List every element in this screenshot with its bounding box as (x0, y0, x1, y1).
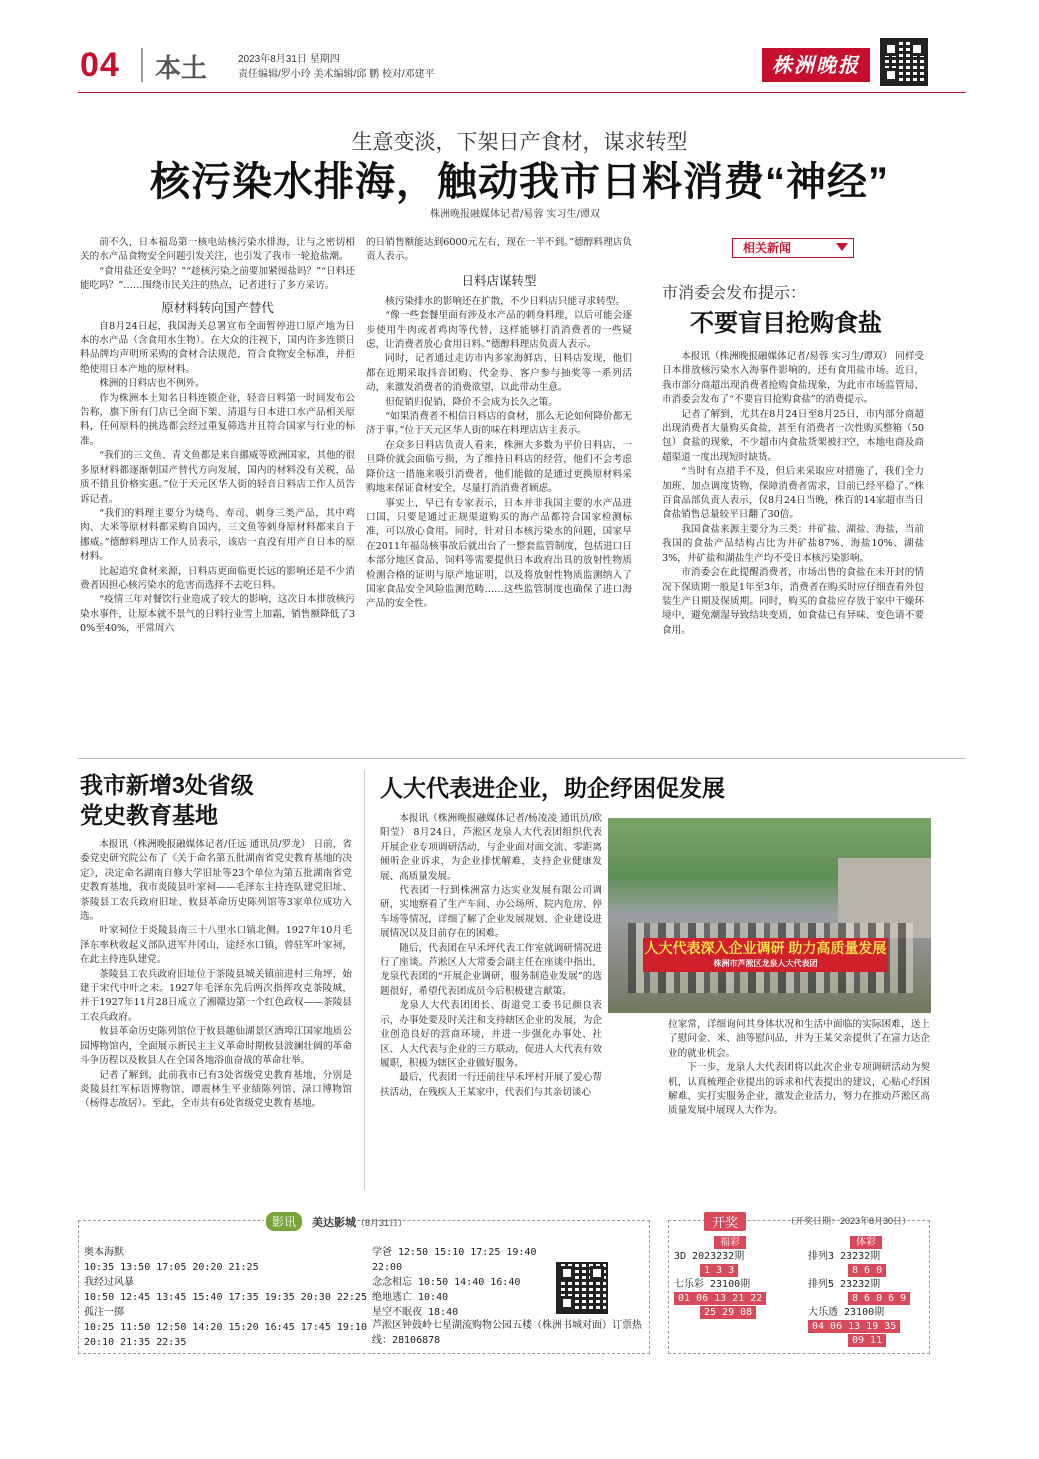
paragraph: 前不久，日本福岛第一核电站核污染水排海，让与之密切相关的水产品食物安全问题引发关注，也引发了我市一轮抢盐潮。 (80, 237, 355, 263)
paragraph: “我们的三文鱼、青文鱼都是来自挪威等欧洲国家，其他的很多原材料都逐渐朝国产替代方向发展，国内的材料没有关税，品质不错且价格实惠。”位于天元区华人街的轻音日料店工作人员告诉记者。 (80, 450, 355, 505)
movie-title: 我经过风暴 (84, 1277, 134, 1288)
lead-subhead-1: 原材料转向国产替代 (161, 300, 274, 315)
newspaper-logo: 株洲晚报 (762, 48, 870, 82)
story3-photo (608, 818, 931, 1013)
sports-label: 体彩 (850, 1236, 882, 1249)
lead-column-2 (366, 236, 632, 612)
column-divider (364, 770, 365, 1190)
cinema-date: （8月31日） (356, 1218, 408, 1228)
header-divider (141, 48, 143, 82)
story3-body-left (380, 812, 602, 1100)
lotto-numbers: 04 06 13 19 35 (808, 1320, 900, 1333)
paragraph: 比起追究食材来源，日料店更面临更长远的影响还是不少消费者因担心核污染水的危害而选择不去吃日料。 (80, 565, 355, 591)
story3-body-right (668, 1018, 930, 1119)
cinema-name (312, 1214, 407, 1230)
chevron-down-icon (836, 243, 848, 251)
movie-entry: 念念相忘 10:50 14:40 16:40 (372, 1277, 521, 1288)
lead-column-1 (80, 236, 355, 637)
paragraph: 本报讯（株洲晚报融媒体记者/任远 通讯员/罗龙） 日前，省委党史研究院公布了《关于命名第五批湖南省党史教育基地的决定》，决定命名湖南自修大学旧址等23个单位为第五批湖南省党史教育基地，我市炎陵县叶家祠——毛泽东主持连队建党旧址、茶陵县工农兵政府旧址、攸县革命历史陈列馆等3家单位成功入选。 (80, 839, 352, 923)
paragraph: “疫情三年对餐饮行业造成了较大的影响，这次日本排放核污染水事件，让原本就不景气的日料行业雪上加霜，销售额降低了30%至40%，平常周六 (80, 594, 355, 635)
lotto-numbers: 01 06 13 21 22 (674, 1292, 766, 1305)
cinema-qr-icon (556, 1262, 608, 1314)
paragraph: “当时有点措手不及，但后来采取应对措施了，我们全力加班、加点调度货物，保障消费者需求，目前已经平稳了。”株百食品部负责人表示，仅8月24日当晚，株百的14家超市当日食盐销售总量较平日翻了30倍。 (662, 466, 924, 521)
paragraph: 龙泉人大代表团团长、街道党工委书记颜良表示，办事处要及时关注和支持辖区企业的发展，为企业创造良好的营商环境，并进一步强化办事处、社区、人大代表与企业的三方联动，促进人大代表有效履职，积极为辖区企业做好服务。 (380, 1000, 602, 1069)
paragraph: “我们的料理主要分为烧鸟、寿司、刺身三类产品，其中鸡肉、大米等原材料都采购自国内，三文鱼等刺身原材料都来自于挪威。”德醇料理店工作人员表示，该店一直没有用产自日本的原材料。 (80, 507, 355, 563)
story2-body (80, 838, 352, 1112)
movie-entry: 绝地逃亡 10:40 (372, 1292, 449, 1303)
paragraph: 本报讯（株洲晚报融媒体记者/易蓉 实习生/谭双） 同样受日本排放核污染水入海事件影响的，还有食用盐市场。近日，我市部分商超出现消费者抢购食盐现象，为此市市场监管局、市消委会发布了“不要盲目抢购食盐”的消费提示。 (662, 351, 925, 406)
sports-results (808, 1250, 928, 1348)
movie-title: 孤注一掷 (84, 1307, 124, 1318)
lotto-numbers: 8 6 0 (848, 1264, 886, 1277)
paragraph: 叶家祠位于炎陵县南三十八里水口镇北侧。1927年10月毛泽东率秋收起义部队进军井冈山，途经水口镇，曾驻军叶家祠，在此主持连队建党。 (80, 925, 352, 966)
paragraph: 核污染排水的影响还在扩散，不少日料店只能寻求转型。 (385, 295, 626, 307)
welfare-label: 福彩 (714, 1236, 746, 1249)
photo-banner (643, 938, 888, 972)
paragraph: 自8月24日起，我国海关总署宣布全面暂停进口原产地为日本的水产品（含食用水生物）。在大众的注视下，国内许多连锁日料品牌均声明所采购的食材合法规范，符合食物安全标准，并拒绝使用日本产地的原材料。 (80, 320, 355, 375)
lead-headline: 核污染水排海，触动我市日料消费“神经” (150, 160, 889, 204)
paragraph: 本报讯（株洲晚报融媒体记者/杨凌凌 通讯员/欧阳莹） 8月24日，芦淞区龙泉人大代表团组织代表开展企业专项调研活动，与企业面对面交流、零距离倾听企业诉求，为企业排忧解难，支持企业健康发展、高质量发展。 (380, 813, 602, 882)
lottery-title: 开奖 (704, 1212, 746, 1231)
story3-title: 人大代表进企业，助企纾困促发展 (380, 775, 725, 801)
story2-title-line-1: 我市新增3处省级 (80, 772, 254, 798)
cinema-right-list (372, 1245, 572, 1320)
date-line: 2023年8月31日 星期四 (238, 54, 340, 65)
lead-kicker: 生意变淡，下架日产食材，谋求转型 (351, 131, 688, 154)
movie-times: 10:50 12:45 13:45 15:40 17:35 19:35 20:30 22:25 (84, 1292, 367, 1303)
lotto-numbers: 09 11 (848, 1334, 886, 1347)
paragraph: 代表团一行到株洲富力达实业发展有限公司调研，实地察看了生产车间、办公场所、院内危房、停车场等情况，详细了解了企业发展规划、企业建设进展情况以及目前存在的困难。 (380, 885, 602, 940)
paragraph: 茶陵县工农兵政府旧址位于茶陵县城关镇前进村三角坪，始建于宋代中叶之末。1927年毛泽东先后两次指挥攻克茶陵城，并于1927年11月28日成立了湘赣边第一个红色政权——茶陵县工农兵政府。 (80, 968, 352, 1023)
paragraph: 作为株洲本土知名日料连锁企业，轻音日料第一时间发布公告称，旗下所有门店已全面下架、清退与日本进口水产品相关原料，任何原料的挑选都会经过重复筛选并且符合国家与行业的标准。 (80, 392, 355, 447)
sidebar-title: 不要盲目抢购食盐 (690, 310, 882, 337)
sidebar-kicker: 市消委会发布提示： (662, 285, 807, 302)
photo-banner-text: 人大代表深入企业调研 助力高质量发展 (644, 940, 887, 956)
related-news-tag: 相关新闻 (732, 238, 854, 258)
paragraph: 在众多日料店负责人看来，株洲大多数为平价日料店，一旦降价就会面临亏损，为了维持日料店的经营，他们不会考虑降价这一措施来吸引消费者，他们能做的是通过更换原材料采购地来保证食材安全，尽量打消消费者顾虑。 (366, 439, 632, 495)
header-meta (238, 52, 435, 82)
lottery-date: （开奖日期：2023年8月30日） (786, 1216, 912, 1226)
editors-line: 责任编辑/罗小玲 美术编辑/邱 鹏 校对/邓建平 (238, 69, 435, 80)
paragraph: 最后，代表团一行还前往早禾坪村开展了爱心帮扶活动，在残疾人王某家中，代表们与其亲切谈心 (380, 1072, 602, 1098)
photo-banner-subtext: 株洲市芦淞区龙泉人大代表团 (713, 959, 818, 968)
lead-subhead-2: 日料店谋转型 (461, 273, 537, 288)
paragraph: 拉家常，详细询问其身体状况和生活中面临的实际困难，送上了慰问金、米、油等慰问品，并为王某父亲提供了在富力达企业的就业机会。 (668, 1019, 930, 1059)
paragraph: 的日销售额能达到6000元左右，现在一半不到。”德醇料理店负责人表示。 (366, 237, 632, 263)
paragraph: 事实上，早已有专家表示，日本并非我国主要的水产品进口国，只要是通过正规渠道购买的海产品都符合国家检测标准，可以放心食用。同时，针对日本核污染水的问题，国家早在2011年福岛核事故后就出台了一整套监管制度，包括进口日本部分地区食品、饲料等需要提供日本政府出具的放射性物质检测合格的证明与原产地证明，以及将放射性物质监测纳入了国家食品安全风险监测范畴……这些监管制度也确保了进口海产品的安全性。 (366, 497, 632, 610)
movie-entry: 星空不眠夜 18:40 (372, 1307, 459, 1318)
paragraph: 同时，记者通过走访市内多家海鲜店、日料店发现，他们都在近期采取抖音团购、代金券、客户参与抽奖等一系列活动，来激发消费者的消费欲望，以此带动生意。 (366, 353, 632, 394)
lead-byline: 株洲晚报融媒体记者/易蓉 实习生/谭双 (430, 209, 600, 220)
movie-times: 10:25 11:50 12:50 14:20 15:20 16:45 17:45 19:10 20:10 21:35 22:35 (84, 1322, 367, 1348)
lotto-name: 排列5 23232期 (808, 1279, 881, 1290)
welfare-results (674, 1250, 802, 1320)
cinema-name-text: 美达影城 (312, 1217, 356, 1229)
paragraph: “食用盐还安全吗？”“趁核污染之前要加紧囤盐吗？”“日料还能吃吗？”……围绕市民关注的热点，记者进行了多方采访。 (80, 265, 355, 292)
lotto-name: 3D 2023232期 (674, 1251, 745, 1262)
lotto-numbers: 25 29 08 (700, 1306, 756, 1319)
paragraph: “像一些套餐里面有涉及水产品的刺身料理，以后可能会逐步使用牛肉或者鸡肉等代替，这样能够打消消费者的一些疑虑，让消费者放心食用日料。”德醇料理店负责人表示。 (366, 310, 632, 351)
section-title: 本土 (155, 53, 208, 83)
cinema-left-list (84, 1245, 374, 1350)
header-rule (78, 92, 966, 93)
paragraph: 株洲的日料店也不例外。 (99, 378, 205, 390)
section-divider (78, 758, 966, 759)
paragraph: 但促销归促销，降价不会成为长久之策。 (385, 396, 558, 408)
paragraph: 记者了解到，此前我市已有3处省级党史教育基地，分别是炎陵县红军标语博物馆、谭震林生平业绩陈列馆、渌口博物馆（杨得志故居）。至此，全市共有6处省级党史教育基地。 (80, 1069, 352, 1110)
lotto-numbers: 8 6 0 6 9 (848, 1292, 910, 1305)
movie-title: 奥本海默 (84, 1247, 124, 1258)
qr-code-icon (880, 38, 928, 86)
lotto-name: 七乐彩 23100期 (674, 1279, 751, 1290)
sidebar-body (662, 350, 924, 638)
lotto-name: 大乐透 23100期 (808, 1307, 885, 1318)
lotto-name: 排列3 23232期 (808, 1251, 881, 1262)
paragraph: 我国食盐来源主要分为三类：井矿盐、湖盐、海盐，当前我国的食盐产品结构占比为井矿盐87%、海盐10%、湖盐3%，井矿盐和湖盐生产均不受日本核污染影响。 (662, 523, 924, 564)
story2-title (80, 770, 254, 830)
paragraph: 记者了解到，尤其在8月24日至8月25日，市内部分商超出现消费者大量购买食盐，甚至有消费者一次性购买整箱（50包）食盐的现象，不少超市内食盐货架被扫空，本地电商及商超渠道一度出现短时缺货。 (662, 408, 924, 463)
paragraph: 攸县革命历史陈列馆位于攸县趣仙湖景区酒埠江国家地质公园博物馆内，全面展示新民主主义革命时期攸县波澜壮阔的革命斗争历程以及攸县人在全国各地浴血奋战的革命壮举。 (80, 1026, 352, 1067)
paragraph: 下一步，龙泉人大代表团将以此次企业专项调研活动为契机，认真梳理企业提出的诉求和代表提出的建议，心贴心纾困解难、实打实服务企业，激发企业活力，努力在推动芦淞区高质量发展中展现人大作为。 (668, 1062, 930, 1117)
lotto-numbers: 1 3 3 (700, 1264, 738, 1277)
page-number: 04 (80, 46, 120, 84)
movie-times: 10:35 13:50 17:05 20:20 21:25 (84, 1262, 259, 1273)
movie-entry: 学爸 12:50 15:10 17:25 19:40 22:00 (372, 1247, 537, 1273)
paragraph: 随后，代表团在早禾坪代表工作室就调研情况进行了座谈。芦淞区人大常委会副主任在座谈中指出，龙泉代表团的“开展企业调研，服务制造业发展”的选题很好，希望代表团成员今后积极建言献策。 (380, 942, 602, 997)
cinema-badge: 影讯 (266, 1212, 302, 1231)
cinema-address: 芦淞区钟鼓岭七星湖流购物公园五楼（株洲书城对面）订票热线：28106878 (372, 1320, 642, 1346)
paragraph: 市消委会在此提醒消费者，市场出售的食盐在未开封的情况下保质期一般是1年至3年，消费者在购买时应仔细查看外包装生产日期及保质期。同时，购买的食盐应存放于家中干燥环境中，避免潮湿导致结块变质，如食盐已有异味、变色请不要食用。 (662, 567, 924, 636)
paragraph: “如果消费者不相信日料店的食材，那么无论如何降价都无济于事。”位于天元区华人街的味在料理店店主表示。 (366, 411, 632, 437)
story2-title-line-2: 党史教育基地 (80, 802, 218, 828)
